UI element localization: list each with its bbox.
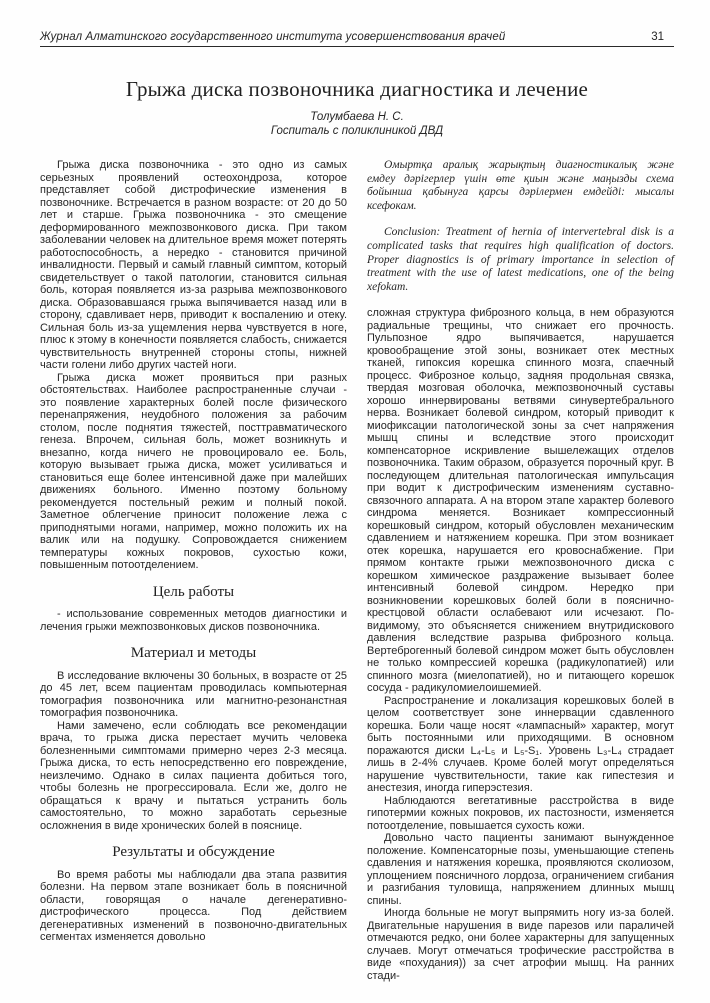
paragraph-methods-1: В исследование включены 30 больных, в возрасте от 25 до 45 лет, всем пациентам проводилась компьютерная томография позвоночника или магнитно-резонанстная томография позвоночника. [40,669,347,719]
paragraph-methods-2: Нами замечено, если соблюдать все рекомендации врача, то грыжа диска перестает мучить человека болезненными симптомами примерно через 2-3 месяца. Грыжа диска, то есть непосредственно его повреждение, неизлечимо. Однако в силах пациента добиться того, чтобы болезнь не прогрессировала. Если же, долго не обращаться к врачу и пытаться устранить боль самостоятельно, то можно заработать серьезные осложнения в виде хронических болей в пояснице. [40,719,347,832]
right-column [367,159,674,982]
title-block [40,77,674,137]
abstract-kazakh: Омыртқа аралық жарықтың диагностикалық және емдеу дәрігерлер үшін өте қиын және маңызды схема бойынша қабынуга қарсы дәрілермен емдейді: мысалы ксефокам. [367,159,674,212]
section-heading-goal: Цель работы [152,583,235,600]
running-head [40,0,674,47]
abstract-english: Conclusion: Treatment of hernia of intervertebral disk is a complicated tasks that requires high qualification of doctors. Proper diagnostics is of primary importance in selection of treatment with the use of latest medications, one of the being xefokam. [367,226,674,293]
author-affiliation: Госпиталь с поликлиникой ДВД [270,125,444,137]
section-heading-results: Результаты и обсуждение [112,844,275,860]
article-title: Грыжа диска позвоночника диагностика и лечение [125,77,589,101]
paragraph-goal: - использование современных методов диагностики и лечения грыжи межпозвонковых дисков позвоночника. [40,608,347,633]
paragraph-vegetative: Наблюдаются вегетативные расстройства в виде гипотермии кожных покровов, их пастозности, изменяется потоотделение, повышается сухость кожи. [367,794,674,832]
paragraph-localization: Распространение и локализация корешковых болей в целом соответствует зоне иннервации сдавленного корешка. Боли чаще носят «лампасный» характер, могут быть постоянными или приходящими. В основном поражаются диски L₄-L₅ и L₅-S₁. Уровень L₃-L₄ страдает лишь в 2-4% случаев. Кроме болей могут определяться нарушение чувствительности, такие как гипестезия и анестезия, иногда гиперэстезия. [367,694,674,795]
author-name: Толумбаева Н. С. [310,111,404,123]
article-body [40,159,674,982]
paragraph-results-continued: сложная структура фиброзного кольца, в нем образуются радиальные трещины, что снижает его прочность. Пульпозное ядро выпячивается, нарушается кровообращение этой зоны, возникает отек местных тканей, гипоксия корешка спинного мозга, спаечный процесс. Фиброзное кольцо, задняя продольная связка, твердая мозговая оболочка, межпозвоночный суставы хорошо иннервированы ветвями синувертебрального нерва. Возникает болевой синдром, который приводит к миофиксации патологической зоны за счет напряжения мышц спины и вследствие этого происходит компенсаторное искривление вышележащих отделов позвоночника. Таким образом, образуется порочный круг. В последующем длительная патологическая импульсация при водит к дистрофическим изменениям суставно-связочного аппарата. А на втором этапе характер болевого синдрома меняется. Возникает компрессионный корешковый синдром, который обусловлен механическим сдавлением и натяжением корешка. При этом возникает отек корешка, нарушается его кровоснабжение. При прямом контакте грыжи межпозвоночного диска с корешком химическое раздражение вызывает более интенсивный болевой синдром. Нередко при возникновении корешковых болей боли в пояснично-крестцовой области ослабевают или исчезают. По-видимому, это объясняется снижением внутридискового давления вследствие разрыва фиброзного кольца. Вертеброгенный болевой синдром может быть обусловлен не только компрессией корешка (радикулопатией) или спинного мозга (миелопатией), но и питающего корешок сосуда - радикуломиелоишемией. [367,307,674,695]
journal-name: Журнал Алматинского государственного института усовершенствования врачей [40,31,506,43]
paragraph-intro-2: Грыжа диска может проявиться при разных обстоятельствах. Наиболее распространенные случаи - это появление характерных болей после физического перенапряжения, неудобного положения за рабочим столом, после поднятия тяжестей, посттравматического генеза. Впрочем, сильная боль, может возникнуть и внезапно, когда ничего не провоцировало ее. Боль, которую вызывает грыжа диска, может усиливаться и становиться еще более интенсивной даже при малейших движениях больного. Именно поэтому больному рекомендуется постельный режим и полный покой. Заметное облегчение приносит положение лежа с приподнятыми ногами, например, можно положить их на валик или на подушку. Сопровождается снижением температуры кожных покровов, сухостью кожи, повышенным потоотделением. [40,371,347,571]
paragraph-postures: Довольно часто пациенты занимают вынужденное положение. Компенсаторные позы, уменьшающие степень сдавления и натяжения корешка, проявляются сколиозом, уплощением поясничного лордоза, ограничением сгибания и разгибания туловища, напряжением длинных мышц спины. [367,832,674,907]
section-heading-methods: Материал и методы [130,645,257,661]
page-number: 31 [651,31,664,43]
paragraph-intro-1: Грыжа диска позвоночника - это одно из самых серьезных проявлений остеохондроза, которое представляет собой дистрофические изменения в позвоночнике. Встречается в разном возрасте: от 20 до 50 лет и старше. Грыжа позвоночника - это смещение деформированного межпозвонкового диска. При таком заболевании человек на длительное время может потерять работоспособность, а нередко - становится причиной инвалидности. Первый и самый главный симптом, который свидетельствует о такой патологии, становится сильная боль, которая появляется из-за разрыва межпозвонкового диска. Образовавшаяся грыжа выпячивается назад или в сторону, сдавливает нерв, приводит к воспалению и отеку. Сильная боль из-за ущемления нерва чувствуется в ноге, плюс к этому в конечности появляется слабость, снижается чувствительность внутренней стороны стопы, нижней части голени либо других частей ноги. [40,159,347,371]
paragraph-results-1: Во время работы мы наблюдали два этапа развития болезни. На первом этапе возникает боль в поясничной области, говорящая о начале дегенеративно-дистрофического процесса. Под действием дегенеративных изменений в позвоночно-двигательных сегментах изменяется довольно [40,868,347,943]
paragraph-motor: Иногда больные не могут выпрямить ногу из-за болей. Двигательные нарушения в виде парезов или параличей отмечаются редко, они более характерны для запущенных случаев. Могут отмечаться трофические расстройства в виде «похудания)) за счет атрофии мышц. На ранних стади- [367,907,674,982]
left-column [40,159,347,982]
